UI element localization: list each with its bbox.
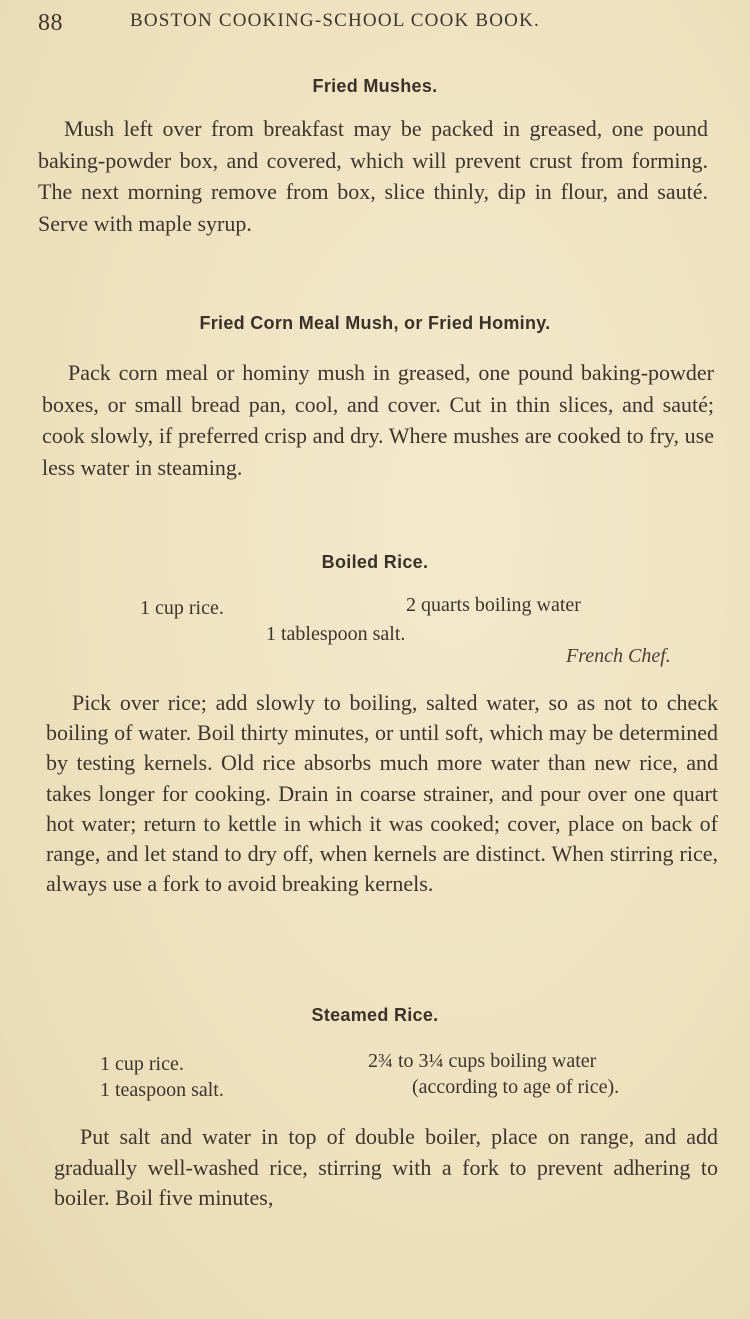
paragraph-fried-corn-meal-mush: Pack corn meal or hominy mush in greased, one pound baking-powder boxes, or small bread pan, cool, and cover. Cut in thin slices, and sauté; cook slowly, if preferred crisp and dry. Where mushes are cooked to fry, use less water in steaming. (42, 360, 714, 480)
ingredient-water: 2¾ to 3¼ cups boiling water (368, 1050, 597, 1072)
heading-boiled-rice: Boiled Rice. (321, 552, 429, 572)
ingredient-note: (according to age of rice). (412, 1076, 620, 1098)
ingredient-salt: 1 tablespoon salt. (266, 623, 406, 645)
book-title: BOSTON COOKING-SCHOOL COOK BOOK. (130, 10, 540, 31)
heading-fried-mushes: Fried Mushes. (312, 76, 438, 96)
ingredient-salt: 1 teaspoon salt. (100, 1079, 224, 1101)
page-number: 88 (38, 10, 63, 36)
paragraph-boiled-rice: Pick over rice; add slowly to boiling, salted water, so as not to check boiling of water. Boil thirty minutes, or until soft, which may be determined by testing kernels. Old rice absorbs much more water than new rice, and takes longer for cooking. Drain in coarse strainer, and pour over one quart hot water; return to kettle in which it was cooked; cover, place on back of range, and let stand to dry off, when kernels are distinct. When stirring rice, always use a fork to avoid breaking kernels. (46, 690, 718, 897)
paragraph-steamed-rice: Put salt and water in top of double boiler, place on range, and add gradually well-washed rice, stirring with a fork to prevent adhering to boiler. Boil five minutes, (54, 1124, 718, 1210)
ingredient-rice: 1 cup rice. (100, 1053, 184, 1075)
recipe-credit: French Chef. (566, 645, 671, 667)
paragraph-fried-mushes: Mush left over from breakfast may be packed in greased, one pound baking-powder box, and covered, which will prevent crust from forming. The next morning remove from box, slice thinly, dip in flour, and sauté. Serve with maple syrup. (38, 116, 708, 236)
heading-fried-corn-meal-mush: Fried Corn Meal Mush, or Fried Hominy. (199, 313, 551, 333)
ingredient-rice: 1 cup rice. (140, 597, 224, 619)
running-head (38, 6, 718, 40)
ingredient-water: 2 quarts boiling water (406, 594, 581, 616)
heading-steamed-rice: Steamed Rice. (311, 1005, 439, 1025)
